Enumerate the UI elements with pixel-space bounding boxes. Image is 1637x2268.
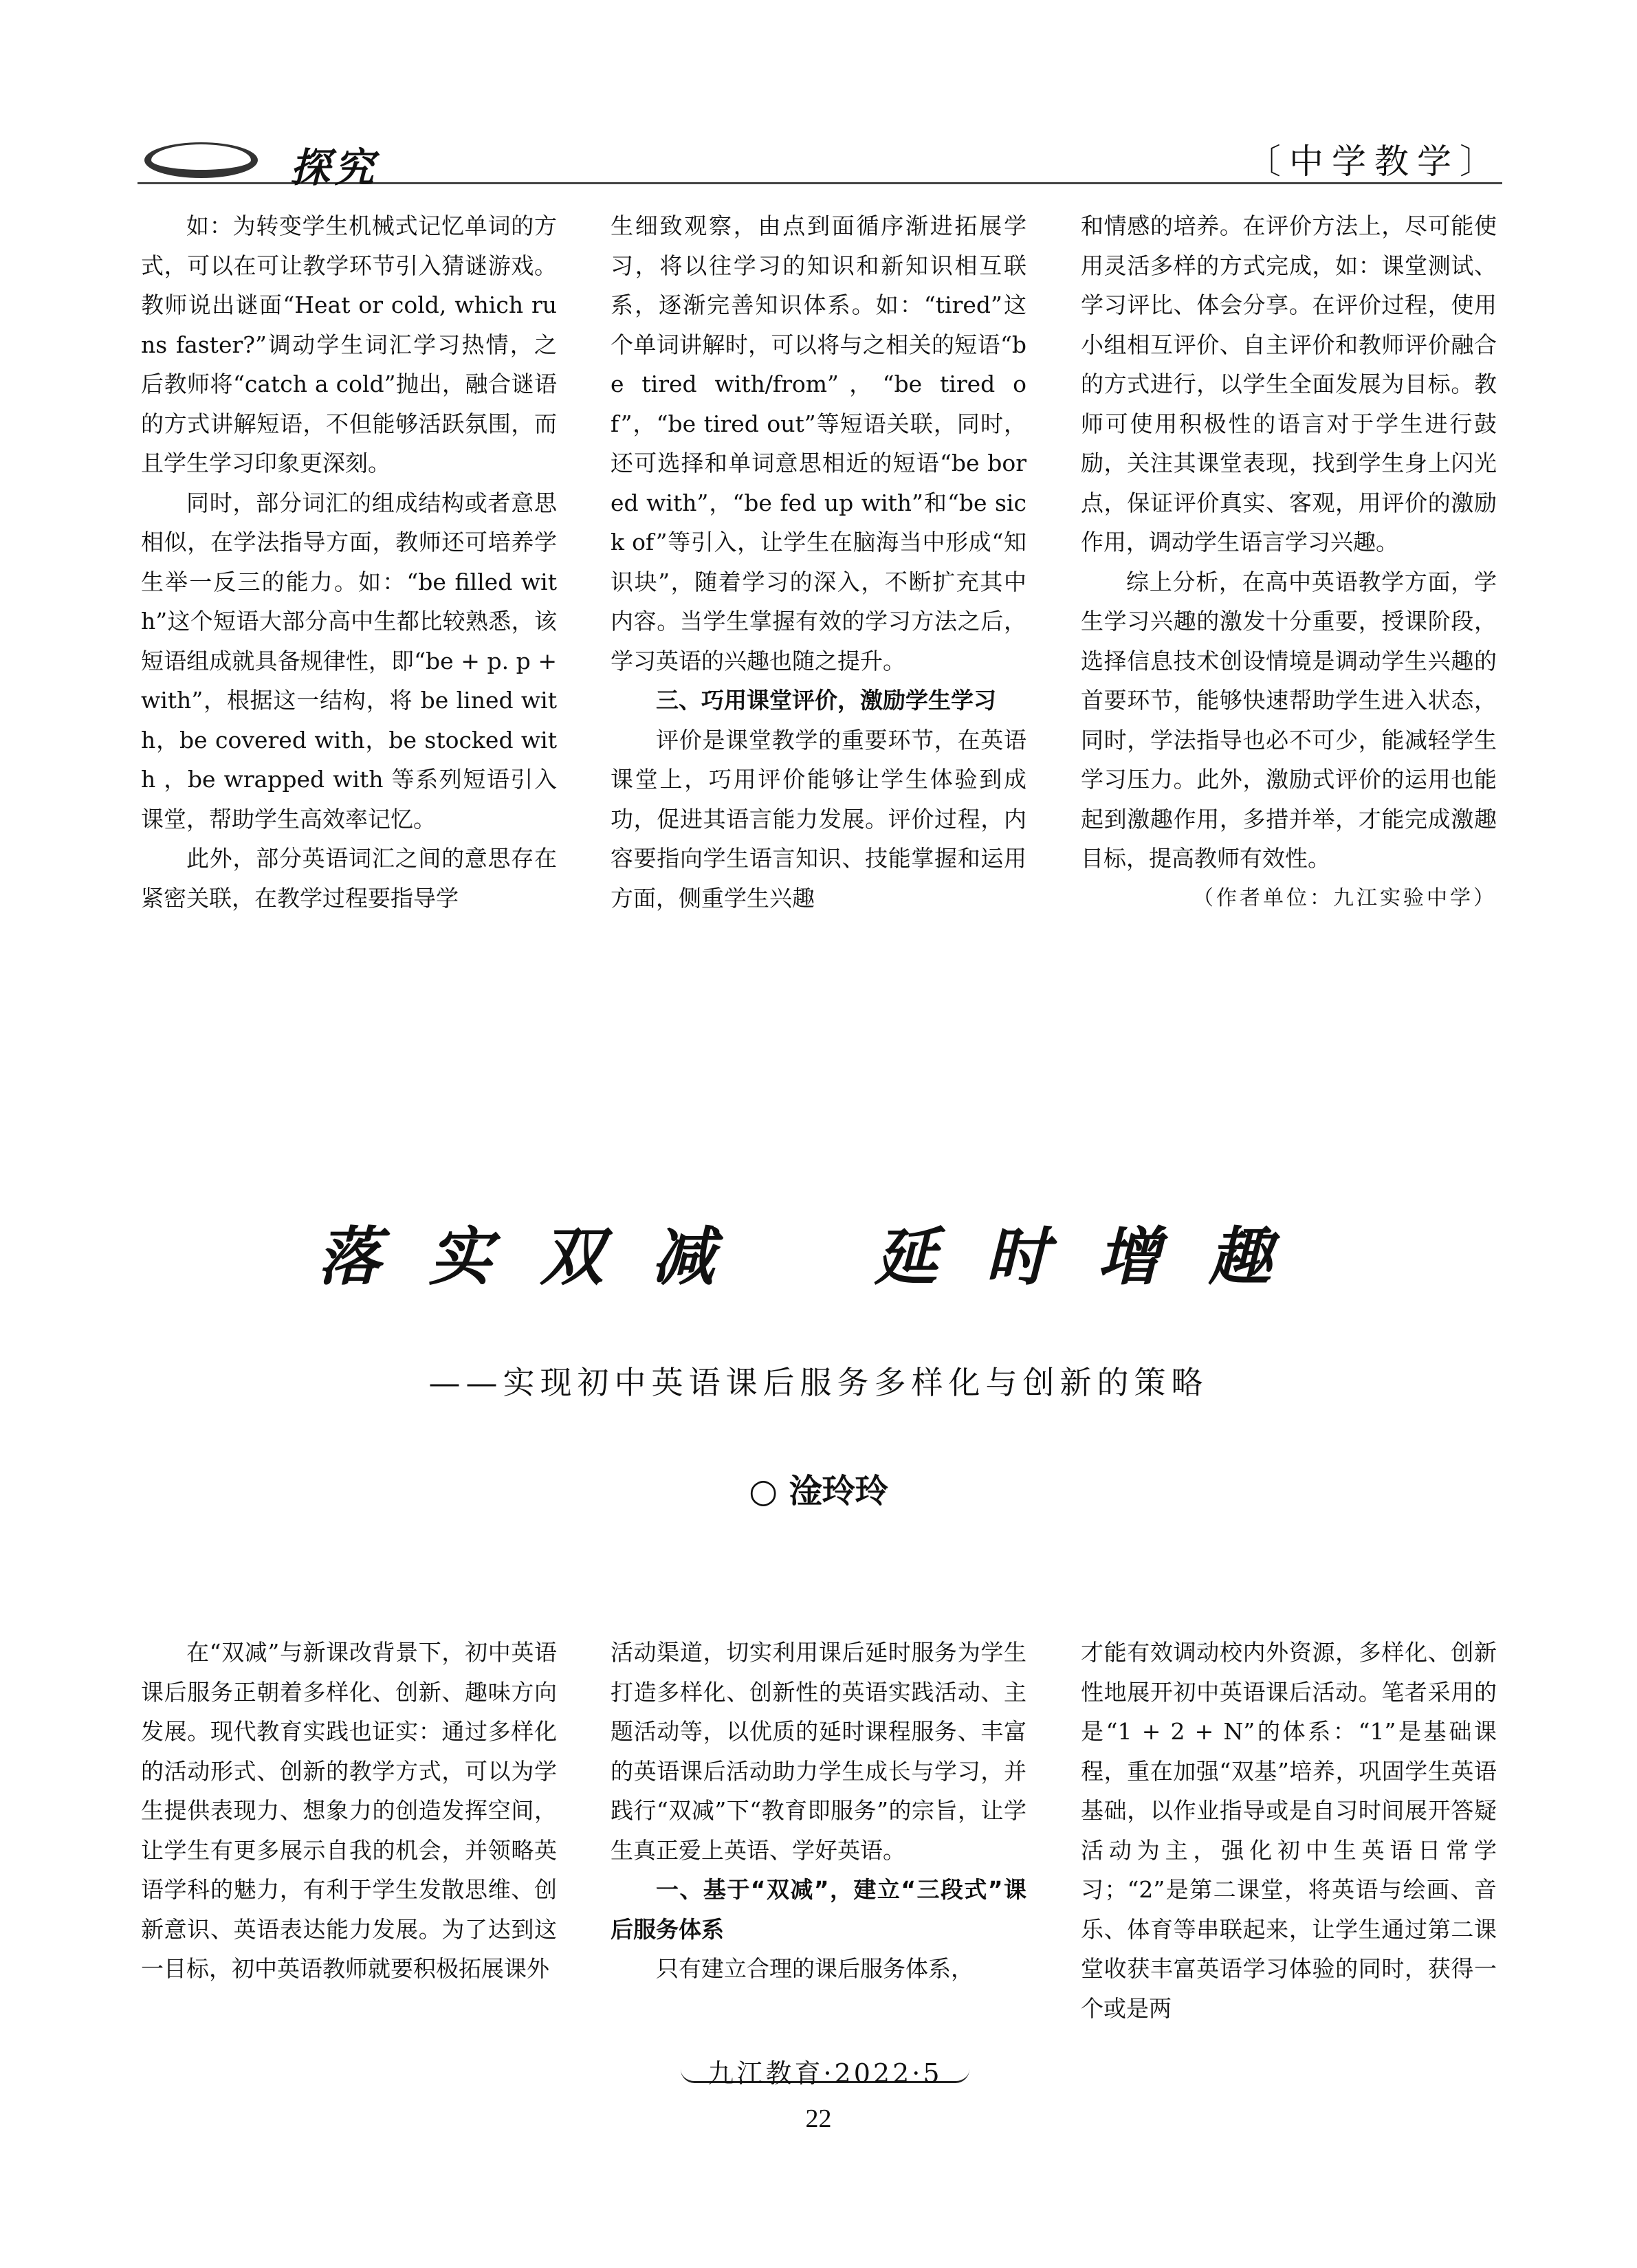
section-heading: 一、基于“双减”，建立“三段式”课后服务体系 <box>611 1876 1026 1943</box>
article-column-2 <box>611 1633 1026 1989</box>
footer-journal-issue: 九江教育·2022·5 <box>681 2052 969 2083</box>
running-header <box>138 134 1502 191</box>
paragraph: 和情感的培养。在评价方法上，尽可能使用灵活多样的方式完成，如：课堂测试、学习评比、体会分享。在评价过程，使用小组相互评价、自主评价和教师评价融合的方式进行，以学生全面发展为目标。教师可使用积极性的语言对于学生进行鼓励，关注其课堂表现，找到学生身上闪光点，保证评价真实、客观，用评价的激励作用，调动学生语言学习兴趣。 <box>1081 212 1497 555</box>
paragraph: 活动渠道，切实利用课后延时服务为学生打造多样化、创新性的英语实践活动、主题活动等，以优质的延时课程服务、丰富的英语课后活动助力学生成长与学习，并践行“双减”下“教育即服务”的宗旨，让学生真正爱上英语、学好英语。 <box>611 1639 1026 1864</box>
article-column-3 <box>1081 1633 1497 2028</box>
prev-article-column-2 <box>611 206 1026 918</box>
page-number: 22 <box>805 2104 832 2133</box>
journal-column-label: 〔中学教学〕 <box>1246 142 1502 181</box>
paragraph: 评价是课堂教学的重要环节，在英语课堂上，巧用评价能够让学生体验到成功，促进其语言能力发展。评价过程，内容要指向学生语言知识、技能掌握和运用方面，侧重学生兴趣 <box>611 726 1026 912</box>
author-affiliation: （作者单位：九江实验中学） <box>1193 885 1497 910</box>
section-heading: 三、巧用课堂评价，激励学生学习 <box>656 687 996 714</box>
article-subtitle: ——实现初中英语课后服务多样化与创新的策略 <box>428 1364 1209 1401</box>
paragraph: 在“双减”与新课改背景下，初中英语课后服务正朝着多样化、创新、趣味方向发展。现代教育实践也证实：通过多样化的活动形式、创新的教学方式，可以为学生提供表现力、想象力的创造发挥空间，让学生有更多展示自我的机会，并领略英语学科的魅力，有利于学生发散思维、创新意识、英语表达能力发展。为了达到这一目标，初中英语教师就要积极拓展课外 <box>141 1639 557 1982</box>
author-name: ○ 淦玲玲 <box>749 1472 888 1510</box>
article-title: 落实双减 延时增趣 <box>317 1220 1320 1294</box>
ellipse-ring-logo-icon <box>144 142 258 178</box>
paragraph: 同时，部分词汇的组成结构或者意思相似，在学法指导方面，教师还可培养学生举一反三的能力。如：“be filled with”这个短语大部分高中生都比较熟悉，该短语组成就具备规律性，即“be + p. p + with”，根据这一结构，将 be lined with，be covered with，be stocked with ，be wrapped with 等系列短语引入课堂，帮助学生高效率记忆。 <box>141 489 557 833</box>
paragraph: 生细致观察，由点到面循序渐进拓展学习，将以往学习的知识和新知识相互联系，逐渐完善知识体系。如：“tired”这个单词讲解时，可以将与之相关的短语“be tired with/from”，“be tired of”，“be tired out”等短语关联，同时，还可选择和单词意思相近的短语“be bored with”，“be fed up with”和“be sick of”等引入，让学生在脑海当中形成“知识块”，随着学习的深入，不断扩充其中内容。当学生掌握有效的学习方法之后，学习英语的兴趣也随之提升。 <box>611 212 1026 674</box>
paragraph: 综上分析，在高中英语教学方面，学生学习兴趣的激发十分重要，授课阶段，选择信息技术创设情境是调动学生兴趣的首要环节，能够快速帮助学生进入状态，同时，学法指导也必不可少，能减轻学生学习压力。此外，激励式评价的运用也能起到激趣作用，多措并举，才能完成激趣目标，提高教师有效性。 <box>1081 568 1497 872</box>
section-label: 探究 <box>290 144 379 191</box>
paragraph: 才能有效调动校内外资源，多样化、创新性地展开初中英语课后活动。笔者采用的是“1 + 2 + N”的体系：“1”是基础课程，重在加强“双基”培养，巩固学生英语基础，以作业指导或是自习时间展开答疑活动为主，强化初中生英语日常学习；“2”是第二课堂，将英语与绘画、音乐、体育等串联起来，让学生通过第二课堂收获丰富英语学习体验的同时，获得一个或是两 <box>1081 1639 1497 2022</box>
paragraph: 如：为转变学生机械式记忆单词的方式，可以在可让教学环节引入猜谜游戏。教师说出谜面“Heat or cold, which runs faster?”调动学生词汇学习热情，之后教师将“catch a cold”抛出，融合谜语的方式讲解短语，不但能够活跃氛围，而且学生学习印象更深刻。 <box>141 212 557 476</box>
article-column-1 <box>141 1633 557 1989</box>
paragraph: 只有建立合理的课后服务体系， <box>656 1955 974 1982</box>
paragraph: 此外，部分英语词汇之间的意思存在紧密关联，在教学过程要指导学 <box>141 845 557 912</box>
prev-article-column-3 <box>1081 206 1497 918</box>
prev-article-column-1 <box>141 206 557 918</box>
